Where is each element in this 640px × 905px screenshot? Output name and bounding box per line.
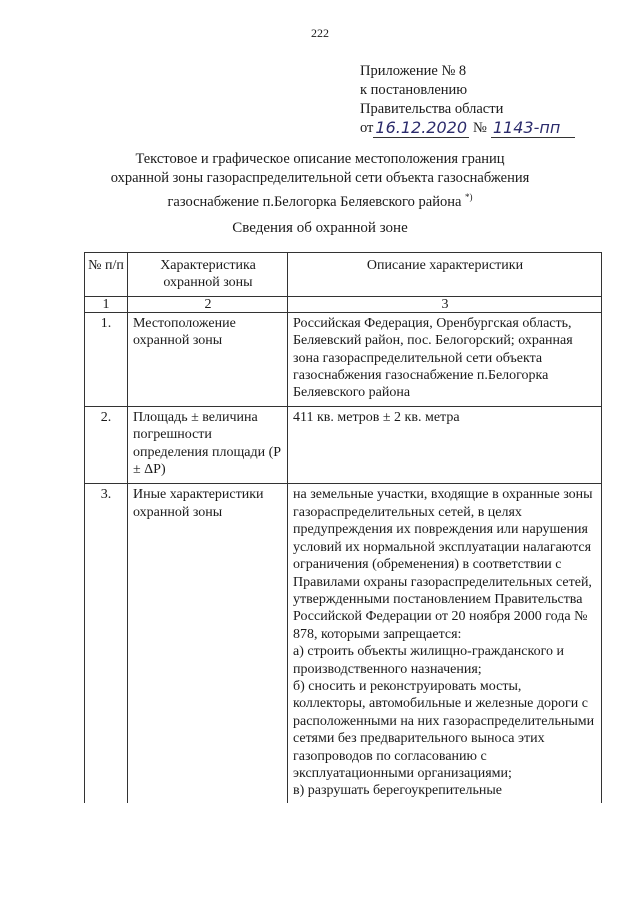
page-number: 222 <box>311 26 329 40</box>
header-characteristic: Характеристика охранной зоны <box>128 253 288 297</box>
appendix-line2: к постановлению <box>360 82 468 98</box>
row-characteristic: Местоположение охранной зоны <box>128 312 288 406</box>
number-label: № <box>473 120 487 136</box>
row-number: 1. <box>85 312 128 406</box>
header-description: Описание характеристики <box>288 253 602 297</box>
column-number-1: 1 <box>85 296 128 312</box>
column-number-2: 2 <box>128 296 288 312</box>
title-line3-text: газоснабжение п.Белогорка Беляевского района <box>167 193 462 210</box>
restriction-item: б) сносить и реконструировать мосты, коллекторы, автомобильные и железные дороги с расположенными на них газораспределительными сетями без предварительного выноса этих газопроводов по согласованию с эксплуатационными организациями; <box>293 678 595 781</box>
row-number: 3. <box>85 484 128 803</box>
table-header-row <box>85 253 602 297</box>
appendix-line1: Приложение № 8 <box>360 63 467 79</box>
column-number-3: 3 <box>288 296 602 312</box>
table-row <box>85 406 602 484</box>
section-subtitle: Сведения об охранной зоне <box>232 220 408 236</box>
table-row <box>85 312 602 406</box>
appendix-line3: Правительства области <box>360 101 504 117</box>
row-description: 411 кв. метров ± 2 кв. метра <box>288 406 602 484</box>
row-characteristic: Иные характеристики охранной зоны <box>128 484 288 803</box>
restriction-item: а) строить объекты жилищно-гражданского и производственного назначения; <box>293 644 564 677</box>
handwritten-date: 16.12.2020 <box>375 118 468 137</box>
row-description: на земельные участки, входящие в охранные зоны газораспределительных сетей, в целях предупреждения их повреждения или нарушения условий их нормальной эксплуатации налагаются ограничения (обременения) в соответствии с Правилами охраны газораспределительных сетей, утвержденными постановлением Правительства Российской Федерации от 20 ноября 2000 года № 878, которыми запрещается: <box>293 487 593 642</box>
header-number: № п/п <box>85 253 128 297</box>
title-line2: охранной зоны газораспределительной сети объекта газоснабжения <box>110 170 530 186</box>
row-description: Российская Федерация, Оренбургская область, Беляевский район, пос. Белогорский; охранная зона газораспределительной сети объекта газоснабжения газоснабжение п.Белогорка Беляевского района <box>288 312 602 406</box>
title-line3 <box>90 188 550 212</box>
resolution-reference <box>360 119 575 138</box>
document-title <box>90 150 550 212</box>
appendix-block <box>360 62 575 138</box>
title-line1: Текстовое и графическое описание местоположения границ <box>135 151 505 167</box>
table-row <box>85 484 602 803</box>
row-description-block <box>288 484 602 803</box>
restriction-item: в) разрушать берегоукрепительные <box>293 783 503 799</box>
row-characteristic: Площадь ± величина погрешности определения площади (P ± ΔP) <box>128 406 288 484</box>
from-label: от <box>360 120 374 136</box>
column-number-row <box>85 296 602 312</box>
zone-info-table <box>84 252 602 803</box>
handwritten-number: 1143-пп <box>491 119 575 138</box>
row-number: 2. <box>85 406 128 484</box>
footnote-mark: *) <box>465 192 473 202</box>
